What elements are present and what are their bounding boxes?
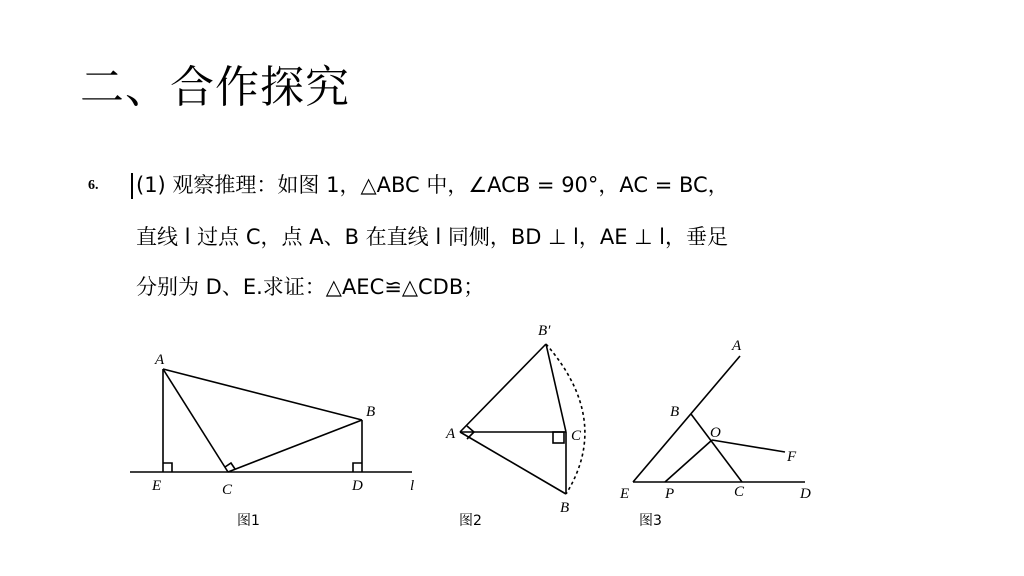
label-c: C [222, 482, 233, 498]
page-title: 二、合作探究 [80, 62, 350, 113]
label-a: A [155, 352, 165, 368]
label-f: F [787, 449, 797, 465]
label-d: D [800, 486, 811, 502]
right-angle-c [225, 463, 235, 469]
question-number: 6. [88, 178, 99, 193]
segment-cb [228, 420, 362, 472]
right-angle-d [353, 463, 362, 472]
label-a: A [446, 426, 456, 442]
right-angle-c [553, 432, 564, 443]
figure-3-caption: 图3 [639, 513, 662, 529]
question-line-1: (1) 观察推理：如图 1，△ABC 中，∠ACB = 90°，AC = BC， [136, 173, 729, 197]
segment-ac [163, 369, 228, 472]
figure-1-caption: 图1 [237, 513, 260, 529]
figure-1 [130, 369, 412, 472]
figure-2 [460, 344, 585, 494]
figure-3 [633, 356, 805, 482]
label-p: P [665, 486, 675, 502]
figure-2-caption: 图2 [459, 513, 482, 529]
right-angle-e [163, 463, 172, 472]
segment-ab [460, 432, 566, 494]
label-bprime: B′ [538, 323, 551, 339]
label-b: B [670, 404, 680, 420]
figure-1-labels [151, 352, 414, 498]
figure-2-labels [445, 323, 582, 516]
segment-of [712, 440, 785, 452]
label-e: E [152, 478, 162, 494]
label-e: E [620, 486, 630, 502]
segment-a-bprime [460, 344, 546, 432]
label-o: O [710, 425, 721, 441]
label-a: A [732, 338, 742, 354]
label-b: B [560, 500, 570, 516]
figure-3-labels [619, 338, 811, 502]
label-c: C [734, 484, 745, 500]
label-d: D [352, 478, 363, 494]
label-l: l [410, 478, 415, 494]
question-line-2: 直线 l 过点 C，点 A、B 在直线 l 同侧，BD ⊥ l，AE ⊥ l，垂足 [136, 225, 728, 249]
segment-ab [163, 369, 362, 420]
question-line-3: 分别为 D、E.求证：△AEC≌△CDB； [136, 275, 485, 299]
segment-po [665, 440, 712, 482]
segment-bprime-c [546, 344, 566, 432]
label-b: B [366, 404, 376, 420]
label-c: C [571, 428, 582, 444]
